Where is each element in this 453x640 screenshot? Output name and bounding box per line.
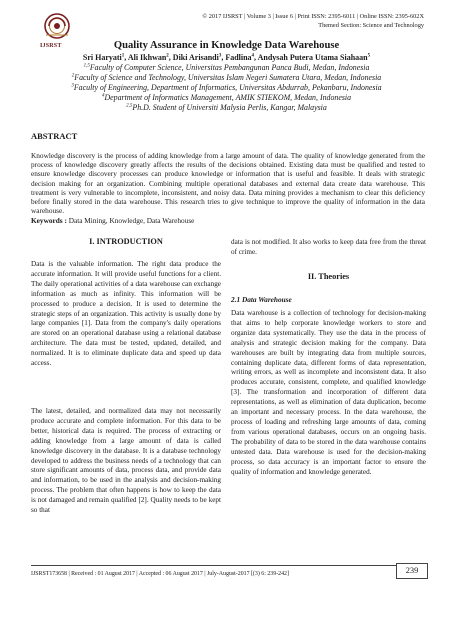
- author-name: Diki Arisandi: [172, 53, 219, 62]
- author-sup: 5: [367, 53, 371, 59]
- author-sup: 2: [166, 53, 169, 59]
- affiliation-text: Ph.D. Student of Universiti Malysia Perlis, Kangar, Malaysia: [132, 103, 327, 112]
- affiliation-sup: 2,5: [126, 103, 133, 109]
- author-name: Fadlina: [225, 53, 252, 62]
- affiliation-text: Faculty of Computer Science, Universitas Pembangunan Panca Budi, Medan, Indonesia: [89, 63, 370, 72]
- keywords-label: Keywords :: [31, 216, 67, 225]
- keywords-text: Data Mining, Knowledge, Data Warehouse: [68, 216, 195, 225]
- subsection-heading-data-warehouse: 2.1 Data Warehouse: [231, 295, 292, 304]
- page-number: 239: [396, 563, 428, 579]
- intro-paragraph-continued: data is not modified. It also works to keep data free from the threat of crime.: [231, 238, 426, 256]
- affiliation: [0, 103, 453, 112]
- affiliation-text: Department of Informatics Management, AMIK STIEKOM, Medan, Indonesia: [104, 93, 352, 102]
- paper-title: Quality Assurance in Knowledge Data Warehouse: [113, 40, 340, 51]
- affiliation-sup: 1,5: [83, 63, 90, 69]
- author-sup: 4: [251, 53, 255, 59]
- author-name: Ali Ikhwan: [127, 53, 167, 62]
- affiliation: [0, 83, 453, 92]
- journal-logo-text: IJSRST: [40, 43, 62, 49]
- abstract-heading: ABSTRACT: [31, 131, 78, 141]
- journal-header-issn: © 2017 IJSRST | Volume 3 | Issue 6 | Print ISSN: 2395-6011 | Online ISSN: 2395-602X: [202, 13, 424, 20]
- keywords-line: [31, 216, 425, 225]
- author-name: Sri Haryati: [82, 53, 122, 62]
- section-heading-theories: II. Theories: [307, 272, 350, 281]
- affiliation-text: Faculty of Science and Technology, Universitas Islam Negeri Sumatera Utara, Medan, Indonesia: [74, 73, 382, 82]
- affiliation: [0, 73, 453, 82]
- intro-paragraph-2: The latest, detailed, and normalized data may not necessarily produce accurate and complete information. For this data to be better, historical data is required. The process of extracting or adding knowledge from a large amount of data is called knowledge discovery in the database. It is a database technology developed to address the business needs of a technology that can store significant amounts of data, process data, and provide data and information, to be used in the analysis and decision-making process. The problem that often happens is how to keep the data is not damaged and remain qualified [2]. Quality needs to be kept so that: [31, 407, 221, 515]
- abstract-text: Knowledge discovery is the process of adding knowledge from a large amount of data. The quality of knowledge generated from the process of knowledge discovery greatly affects the results of the decisions obtained. Existing data must be qualified and tested to ensure knowledge discovery processes can produce knowledge or information that is useful and feasible. It deals with strategic decision making for an organization. Combining multiple operational databases and external data create data warehouse. This treatment is very vulnerable to incomplete, inconsistent, and noisy data. Data mining provides a mechanism to clear this deficiency before finally stored in the data warehouse. This research tries to give technique to improve the quality of information in the data warehouse.: [31, 151, 425, 216]
- affiliation-sup: 4: [101, 93, 105, 99]
- author-name: Andysah Putera Utama Siahaan: [257, 53, 368, 62]
- author-sup: 1: [121, 53, 125, 59]
- author-list: Sri Haryati$^1$, Ali Ikhwan$^2$, Diki Arisandi$^3$, Fadlina$^4$, Andysah Putera Utama Siahaan$^5$: [82, 53, 371, 62]
- footer-divider: [31, 565, 396, 566]
- affiliation: [0, 63, 453, 72]
- footer-citation: IJSRST173658 | Received : 01 August 2017 | Accepted : 06 August 2017 | July-August-2017 [(3) 6: 239-242]: [31, 571, 289, 577]
- data-warehouse-paragraph: Data warehouse is a collection of technology for decision-making that aims to help corporate knowledge workers to store and organize data systematically. They use the data in the process of analysis and strategic decision making for the company. Data warehouses are built by integrating data from multiple sources, containing duplicate data, different forms of data representation, writing errors, as well as incomplete and inconsistent data. It also produces accurate, consistent, complete, and qualified knowledge [3]. The transformation and incorporation of different data representations, as well as elimination of data duplication, become an important and necessary process. In the data warehouse, the process of loading and refreshing large amounts of data, coming from various operational databases, occurs on an ongoing basis. The probability of data to be stored in the data warehouse contains untested data. Data warehouse is used for the decision-making process, so data accuracy is an important factor to ensure the quality of information and knowledge generated.: [231, 309, 426, 476]
- affiliation: [0, 93, 453, 102]
- affiliation-text: Faculty of Engineering, Department of Informatics, Universitas Abdurrab, Pekanbaru, Indonesia: [73, 83, 382, 92]
- author-sup: 3: [218, 53, 222, 59]
- affiliation-sup: 2: [71, 73, 75, 79]
- section-heading-introduction: I. INTRODUCTION: [89, 237, 163, 246]
- journal-header-section: Themed Section: Science and Technology: [318, 22, 424, 29]
- affiliation-sup: 3: [71, 83, 74, 89]
- intro-paragraph-1: Data is the valuable information. The right data produce the accurate information. It will provide useful functions for a client. The daily operational activities of a data warehouse can exchange information as much as infinity. This information will be processed to produce a decision. It is used to determine the strategic steps of an organization. This activity is usually done by large companies [1]. Data from the company's daily operations are stored on an operational database using a relational database architecture. The data must be tested, updated, detailed, and normalized. It is to eliminate duplicate data and speed up data access.: [31, 260, 221, 368]
